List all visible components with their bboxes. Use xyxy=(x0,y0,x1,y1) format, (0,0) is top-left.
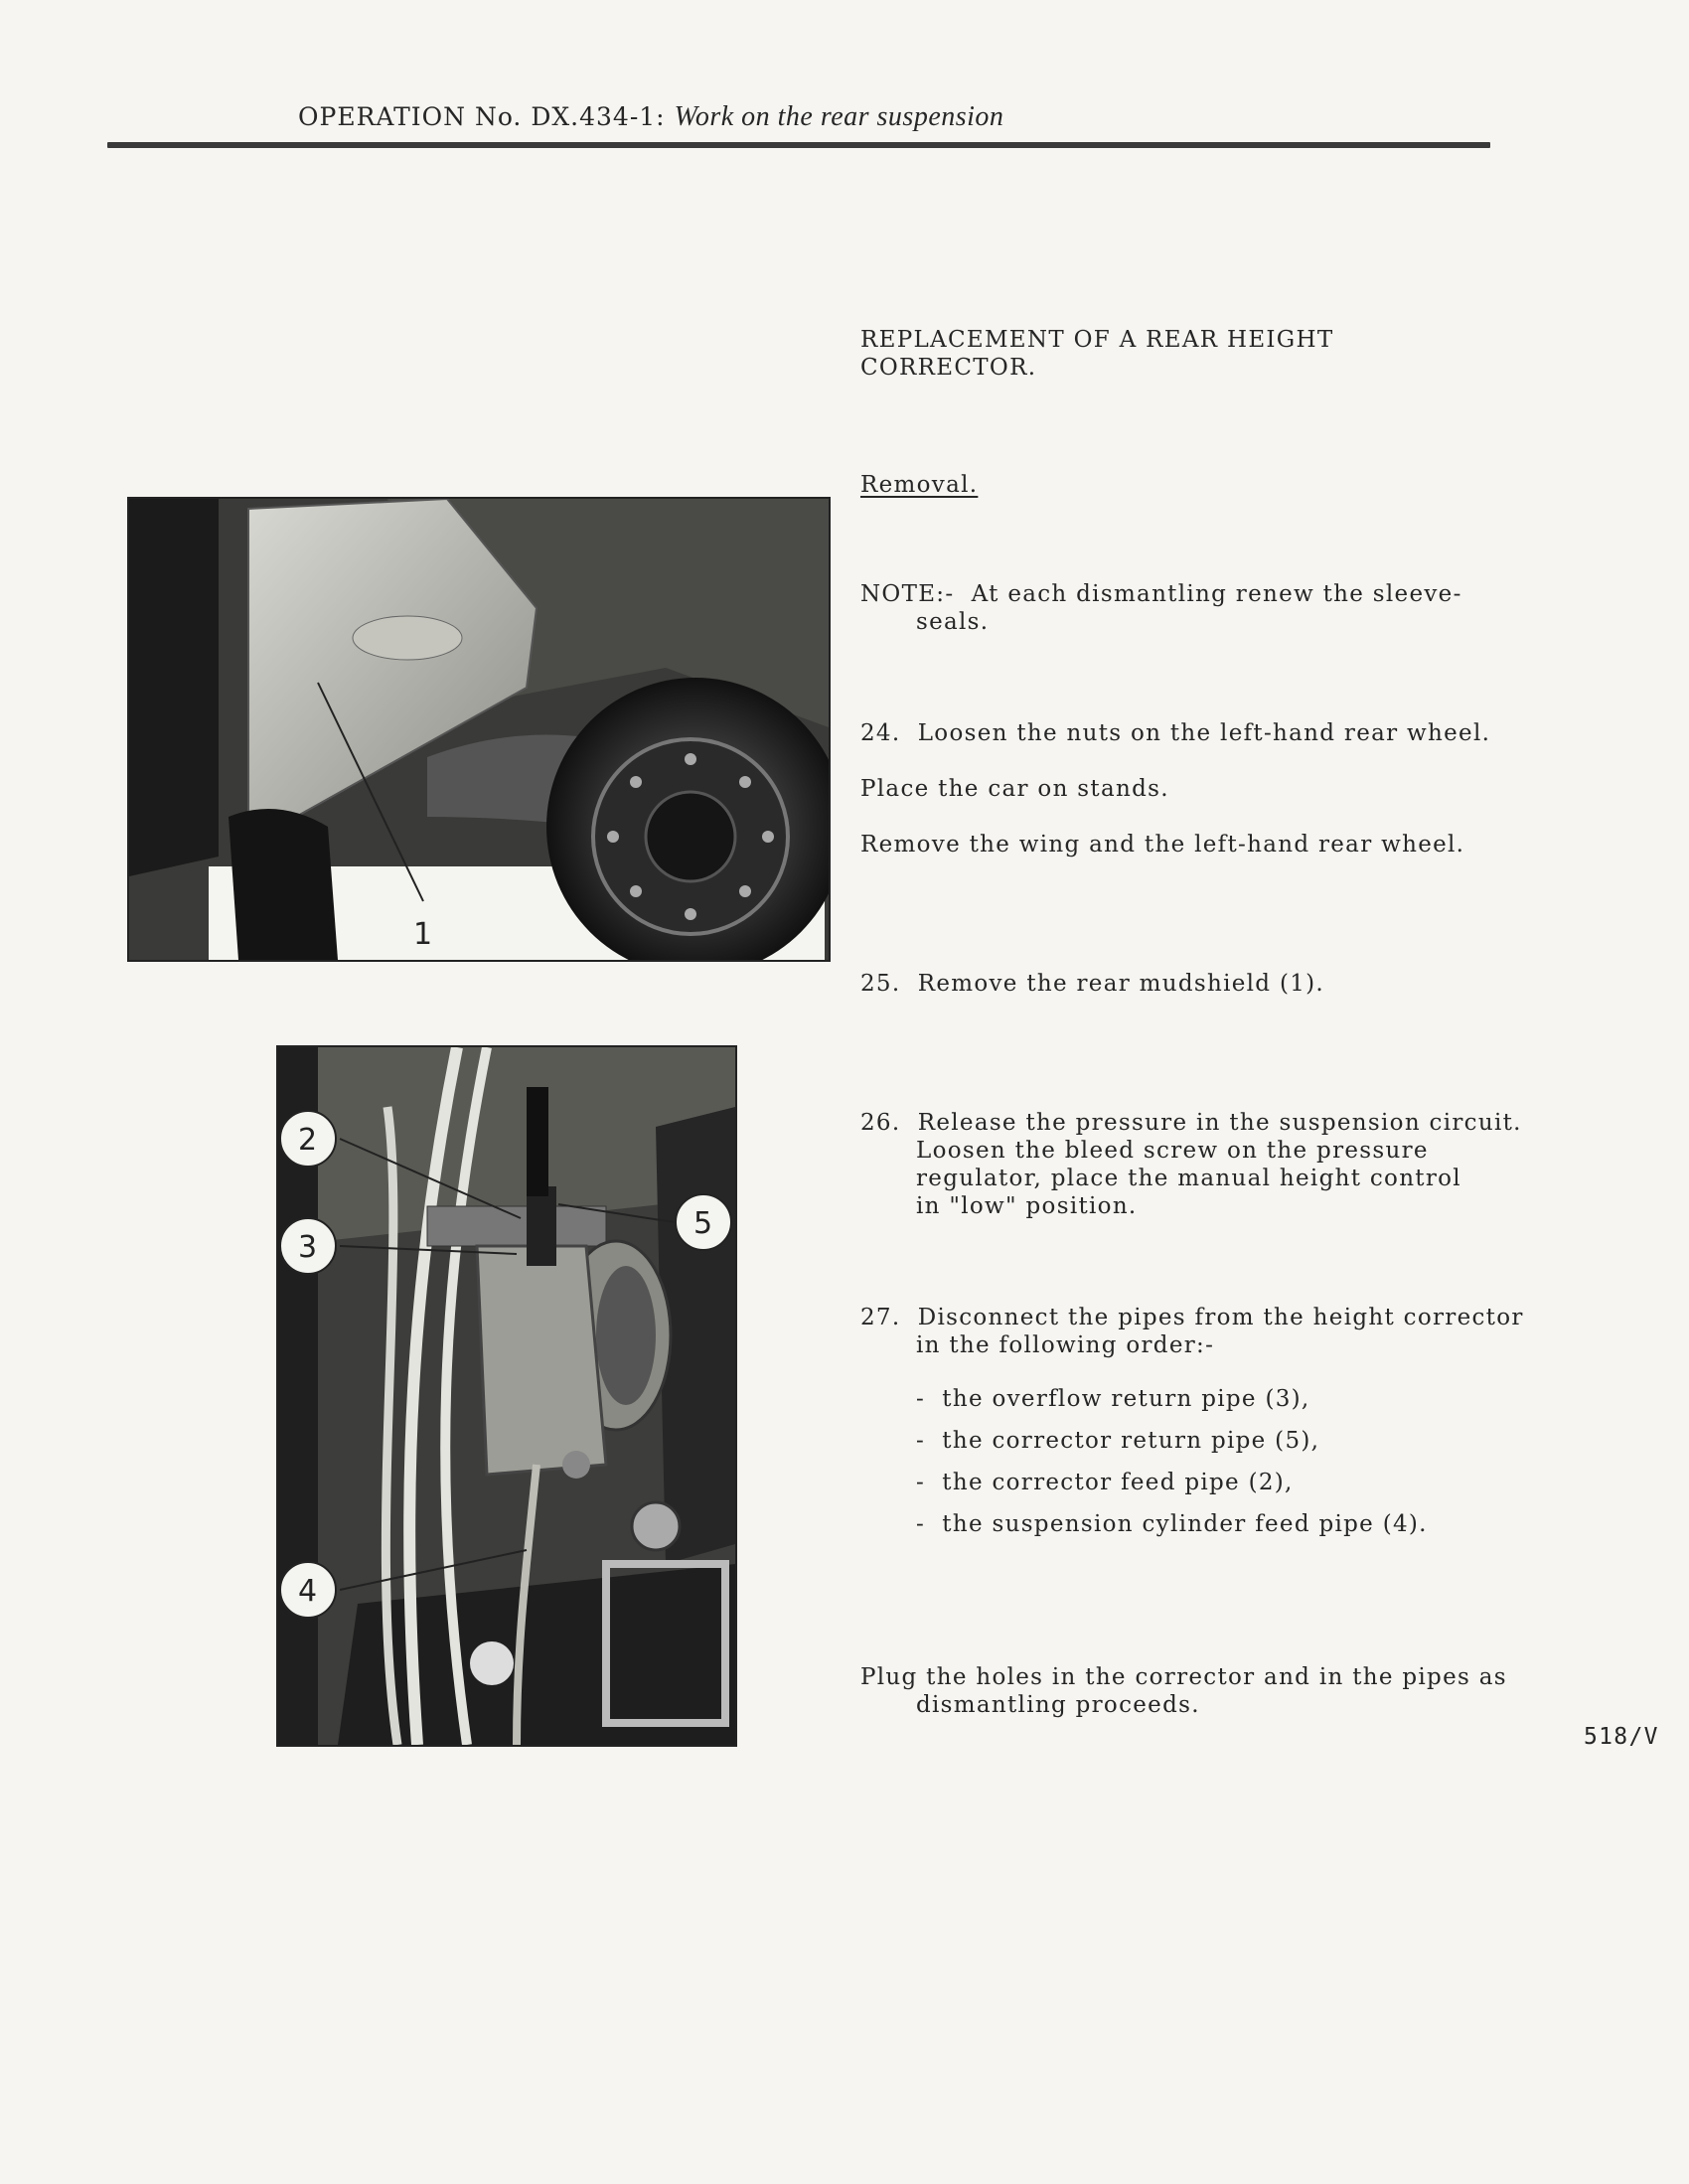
figure-rear-wheel-photo xyxy=(127,497,831,962)
note-text-1: At each dismantling renew the sleeve- xyxy=(971,581,1462,607)
step-number: 25. xyxy=(860,971,901,997)
step-text-line-1: Release the pressure in the suspension circuit. xyxy=(917,1110,1522,1136)
step-text-line-2: in the following order:- xyxy=(916,1332,1215,1358)
header-rule xyxy=(107,142,1490,148)
section-title-line-2: CORRECTOR. xyxy=(860,355,1037,381)
step-text-line-3: regulator, place the manual height control xyxy=(916,1166,1461,1191)
callout-2: 2 xyxy=(298,1123,318,1158)
section-title xyxy=(860,326,1333,382)
list-item: - the suspension cylinder feed pipe (4). xyxy=(916,1511,1428,1537)
step-text: Remove the rear mudshield (1). xyxy=(917,971,1325,997)
step-remove-wing: Remove the wing and the left-hand rear wheel. xyxy=(860,832,1465,858)
step-number: 27. xyxy=(860,1305,901,1330)
list-item: - the overflow return pipe (3), xyxy=(916,1386,1310,1412)
callout-4: 4 xyxy=(298,1574,318,1609)
page-header xyxy=(298,101,1003,133)
note-block xyxy=(860,580,1462,636)
step-25 xyxy=(860,970,1324,998)
subsection-removal: Removal. xyxy=(860,472,979,498)
step-place-on-stands: Place the car on stands. xyxy=(860,776,1169,802)
step-number: 24. xyxy=(860,720,901,746)
list-item: - the corrector feed pipe (2), xyxy=(916,1470,1294,1495)
callout-5: 5 xyxy=(693,1206,713,1241)
figure-height-corrector-photo xyxy=(276,1045,737,1747)
closing-instruction xyxy=(860,1663,1507,1719)
note-text-2: seals. xyxy=(916,609,990,635)
closing-line-1: Plug the holes in the corrector and in the pipes as xyxy=(860,1664,1507,1690)
section-title-line-1: REPLACEMENT OF A REAR HEIGHT xyxy=(860,327,1334,353)
operation-title: Work on the rear suspension xyxy=(674,101,1004,132)
step-text-line-4: in "low" position. xyxy=(916,1193,1138,1219)
rear-wheel-illustration xyxy=(129,499,829,960)
order-list xyxy=(916,1385,1428,1538)
operation-number: OPERATION No. DX.434-1: xyxy=(298,102,666,131)
step-24 xyxy=(860,719,1490,747)
step-26 xyxy=(860,1109,1522,1220)
page-reference: 518/V xyxy=(1584,1724,1659,1750)
callout-1: 1 xyxy=(413,917,433,952)
step-text-line-1: Disconnect the pipes from the height corrector xyxy=(917,1305,1524,1330)
step-text: Loosen the nuts on the left-hand rear wheel. xyxy=(917,720,1491,746)
step-number: 26. xyxy=(860,1110,901,1136)
height-corrector-illustration xyxy=(278,1047,735,1745)
step-27 xyxy=(860,1304,1524,1359)
closing-line-2: dismantling proceeds. xyxy=(916,1692,1200,1718)
step-text-line-2: Loosen the bleed screw on the pressure xyxy=(916,1138,1429,1164)
list-item: - the corrector return pipe (5), xyxy=(916,1428,1320,1454)
height-corrector-body xyxy=(477,1246,606,1475)
note-label: NOTE:- xyxy=(860,581,955,607)
callout-3: 3 xyxy=(298,1230,318,1265)
